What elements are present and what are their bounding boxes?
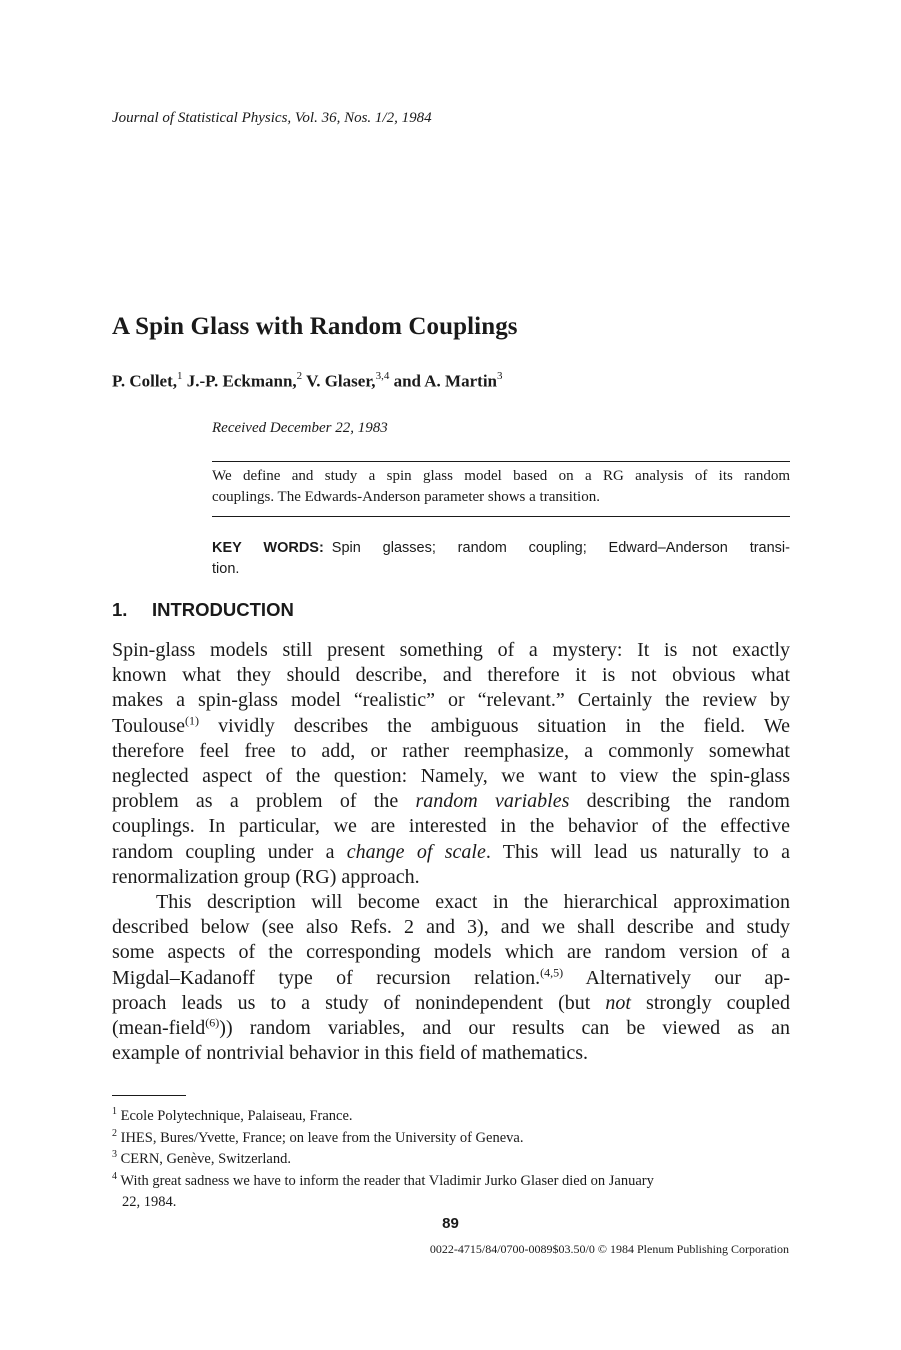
footnote-text: With great sadness we have to inform the reader that Vladimir Jurko Glaser died on January: [117, 1172, 654, 1189]
text-line: neglected aspect of the question: Namely, we want to view the spin-glass: [112, 765, 790, 788]
text-line: known what they should describe, and therefore it is not obvious what: [112, 664, 790, 687]
text-line: makes a spin-glass model “realistic” or “relevant.” Certainly the review by: [112, 689, 790, 712]
footnote-text: IHES, Bures/Yvette, France; on leave from the University of Geneva.: [117, 1129, 524, 1146]
emphasis: not: [605, 991, 631, 1014]
footnote: [112, 1171, 790, 1193]
abstract-line: We define and study a spin glass model based on a RG analysis of its random: [212, 468, 790, 484]
footnote-rule: [112, 1095, 186, 1096]
author-list: [112, 371, 503, 392]
footnote-text: CERN, Genève, Switzerland.: [117, 1151, 291, 1167]
text-line: therefore feel free to add, or rather reemphasize, a commonly somewhat: [112, 739, 790, 762]
footnote-mark: 2: [112, 1127, 117, 1139]
emphasis: random variables: [415, 790, 570, 813]
introduction-text: [112, 638, 790, 1066]
author-name: P. Collet,: [112, 371, 178, 391]
keywords-text-cont: tion.: [212, 561, 240, 577]
section-number: 1.: [112, 599, 128, 620]
text-line: renormalization group (RG) approach.: [112, 865, 420, 888]
text-run: . This will lead us naturally to a: [485, 840, 791, 863]
section-heading: [112, 599, 294, 621]
copyright-line: 0022-4715/84/0700-0089$03.50/0 © 1984 Plenum Publishing Corporation: [429, 1242, 789, 1256]
citation-mark: (1): [185, 712, 200, 727]
citation-mark: (4,5): [540, 964, 564, 979]
text-line: [112, 966, 790, 991]
text-run: Migdal–Kadanoff type of recursion relation.: [112, 966, 541, 989]
keywords: [212, 538, 790, 580]
received-date: Received December 22, 1983: [212, 420, 388, 436]
text-run: proach leads us to a study of nonindependent (but: [112, 991, 606, 1014]
abstract: [212, 466, 790, 508]
footnote-continuation: 22, 1984.: [122, 1194, 177, 1210]
footnote-text: Ecole Polytechnique, Palaiseau, France.: [117, 1108, 353, 1124]
footnote-mark: 3: [112, 1149, 117, 1161]
author-affiliation-mark: 3: [497, 370, 503, 382]
author-affiliation-mark: 3,4: [375, 370, 390, 382]
text-line: [112, 714, 790, 739]
footnotes: [112, 1106, 790, 1214]
text-line: Spin-glass models still present something of a mystery: It is not exactly: [112, 639, 790, 661]
footnote-mark: 1: [112, 1106, 117, 1118]
text-run: random coupling under a: [112, 840, 347, 863]
text-line: example of nontrivial behavior in this field of mathematics.: [112, 1042, 588, 1065]
author-name: and A. Martin: [393, 371, 497, 391]
abstract-top-rule: [212, 461, 790, 462]
abstract-line: couplings. The Edwards-Anderson parameter shows a transition.: [212, 489, 600, 505]
text-run: Toulouse: [112, 714, 186, 737]
author-affiliation-mark: 2: [296, 370, 303, 382]
keywords-label: KEY WORDS:: [212, 540, 324, 556]
text-line: [112, 840, 790, 865]
text-run: Alternatively our ap-: [563, 966, 790, 989]
author-affiliation-mark: 1: [177, 370, 183, 382]
footnote: [112, 1128, 790, 1150]
footnote: [112, 1149, 790, 1171]
text-line: [112, 789, 790, 814]
journal-citation: Journal of Statistical Physics, Vol. 36, Nos. 1/2, 1984: [112, 110, 432, 126]
citation-mark: (6): [205, 1015, 220, 1030]
section-title: INTRODUCTION: [152, 599, 294, 620]
page-number: 89: [442, 1215, 459, 1232]
text-line: described below (see also Refs. 2 and 3), and we shall describe and study: [112, 916, 790, 939]
article-title: A Spin Glass with Random Couplings: [112, 313, 518, 340]
text-run: (mean-field: [112, 1017, 206, 1040]
text-run: )) random variables, and our results can be viewed as an: [219, 1017, 790, 1040]
abstract-bottom-rule: [212, 516, 790, 517]
text-run: problem as a problem of the: [112, 790, 416, 813]
keywords-text: Spin glasses; random coupling; Edward–Anderson transi-: [331, 540, 790, 556]
text-run: describing the random: [569, 790, 790, 813]
author-name: J.-P. Eckmann,: [186, 371, 297, 391]
footnote-mark: 4: [112, 1170, 117, 1182]
text-line: [112, 1016, 790, 1041]
text-line: some aspects of the corresponding models which are random version of a: [112, 941, 790, 964]
text-run: strongly coupled: [630, 991, 790, 1014]
text-line: [112, 991, 790, 1016]
author-name: V. Glaser,: [306, 371, 376, 391]
emphasis: change of scale: [346, 840, 486, 863]
text-run: vividly describes the ambiguous situation in the field. We: [199, 714, 790, 737]
text-line: couplings. In particular, we are interested in the behavior of the effective: [112, 815, 790, 838]
text-line: This description will become exact in the hierarchical approximation: [156, 891, 790, 914]
footnote: [112, 1106, 790, 1128]
